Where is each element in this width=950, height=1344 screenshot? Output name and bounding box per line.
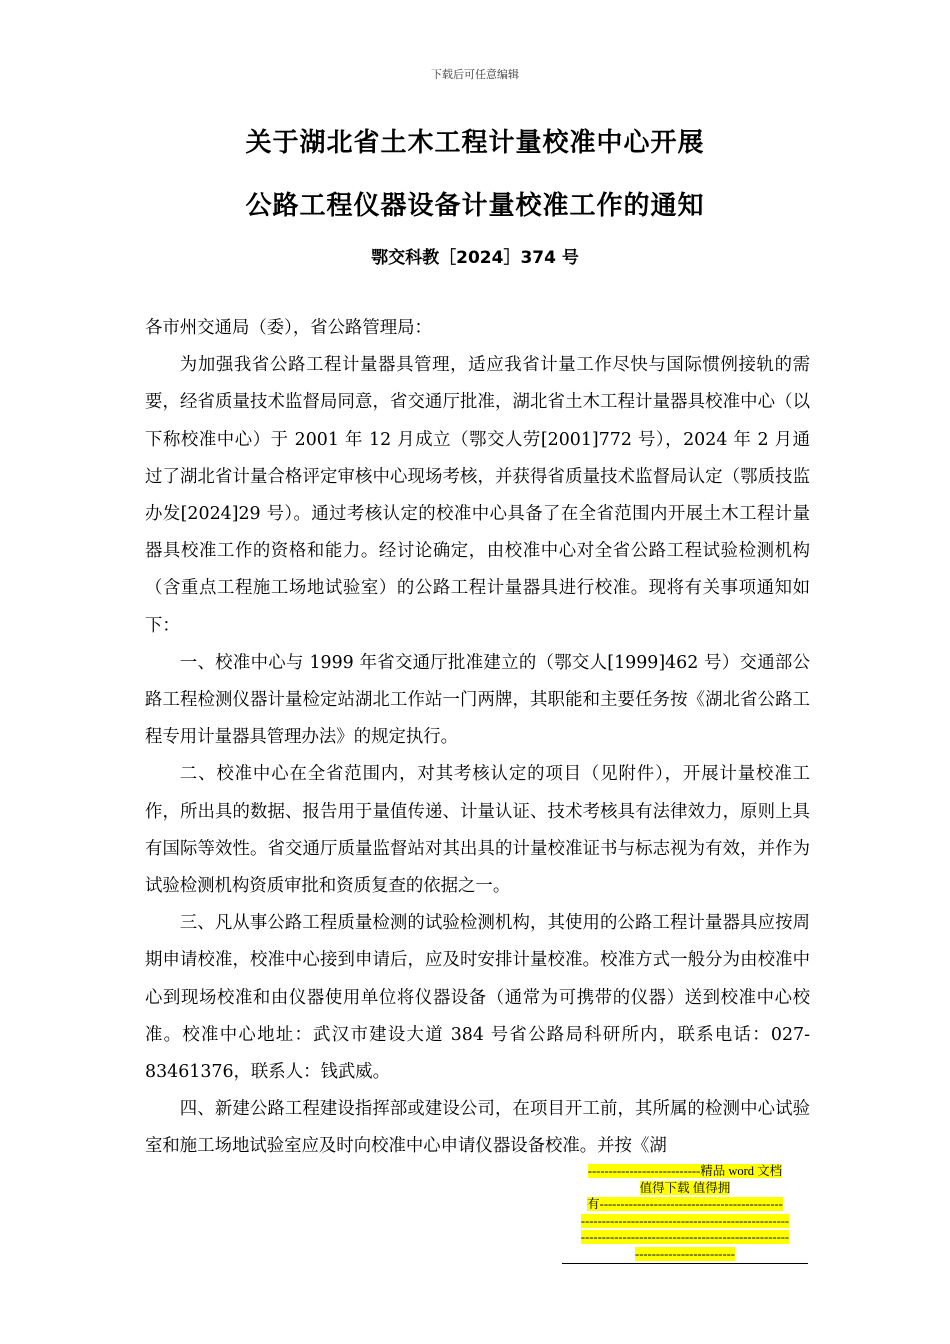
paragraph-item-4: 四、新建公路工程建设指挥部或建设公司，在项目开工前，其所属的检测中心试验室和施工场地试验室应及时向校准中心申请仪器设备校准。并按《湖 [145, 1099, 810, 1157]
document-title-line-2: 公路工程仪器设备计量校准工作的通知 [245, 191, 705, 221]
footer-line-6: ------------------------ [635, 1246, 735, 1261]
document-number: 鄂交科教［2024］374 号 [371, 248, 579, 268]
page-header: 下载后可任意编辑 [431, 68, 519, 81]
footer-line-1: ---------------------------精品 word 文档 [587, 1164, 783, 1178]
footer-line-2: 值得下载 值得拥 [639, 1180, 731, 1195]
document-body [145, 310, 810, 1166]
footer-divider [562, 1263, 808, 1264]
document-title-line-1: 关于湖北省土木工程计量校准中心开展 [245, 128, 705, 158]
footer-line-3: 有-------------------------------------------- [587, 1197, 783, 1211]
footer-line-5: -------------------------------------------------- [580, 1230, 790, 1244]
paragraph-item-2: 二、校准中心在全省范围内，对其考核认定的项目（见附件），开展计量校准工作，所出具的数据、报告用于量值传递、计量认证、技术考核具有法律效力，原则上具有国际等效性。省交通厅质量监督站对其出具的计量校准证书与标志视为有效，并作为试验检测机构资质审批和资质复查的依据之一。 [145, 764, 810, 897]
footer-watermark-note [562, 1163, 808, 1262]
paragraph-intro: 为加强我省公路工程计量器具管理，适应我省计量工作尽快与国际惯例接轨的需要，经省质量技术监督局同意，省交通厅批准，湖北省土木工程计量器具校准中心（以下称校准中心）于 2001 年 12 月成立（鄂交人劳[2001]772 号），2024 年 2 月通过了湖北省计量合格评定审核中心现场考核，并获得省质量技术监督局认定（鄂质技监办发[2024]29 号）。通过考核认定的校准中心具备了在全省范围内开展土木工程计量器具校准工作的资格和能力。经讨论确定，由校准中心对全省公路工程试验检测机构（含重点工程施工场地试验室）的公路工程计量器具进行校准。现将有关事项通知如下： [145, 355, 810, 636]
footer-line-4: -------------------------------------------------- [580, 1213, 790, 1228]
salutation: 各市州交通局（委），省公路管理局： [145, 318, 432, 338]
paragraph-item-3: 三、凡从事公路工程质量检测的试验检测机构，其使用的公路工程计量器具应按周期申请校准，校准中心接到申请后，应及时安排计量校准。校准方式一般分为由校准中心到现场校准和由仪器使用单位将仪器设备（通常为可携带的仪器）送到校准中心校准。校准中心地址：武汉市建设大道 384 号省公路局科研所内，联系电话：027-83461376，联系人：钱武威。 [145, 913, 810, 1083]
paragraph-item-1: 一、校准中心与 1999 年省交通厅批准建立的（鄂交人[1999]462 号）交通部公路工程检测仪器计量检定站湖北工作站一门两牌，其职能和主要任务按《湖北省公路工程专用计量器具管理办法》的规定执行。 [145, 652, 810, 748]
